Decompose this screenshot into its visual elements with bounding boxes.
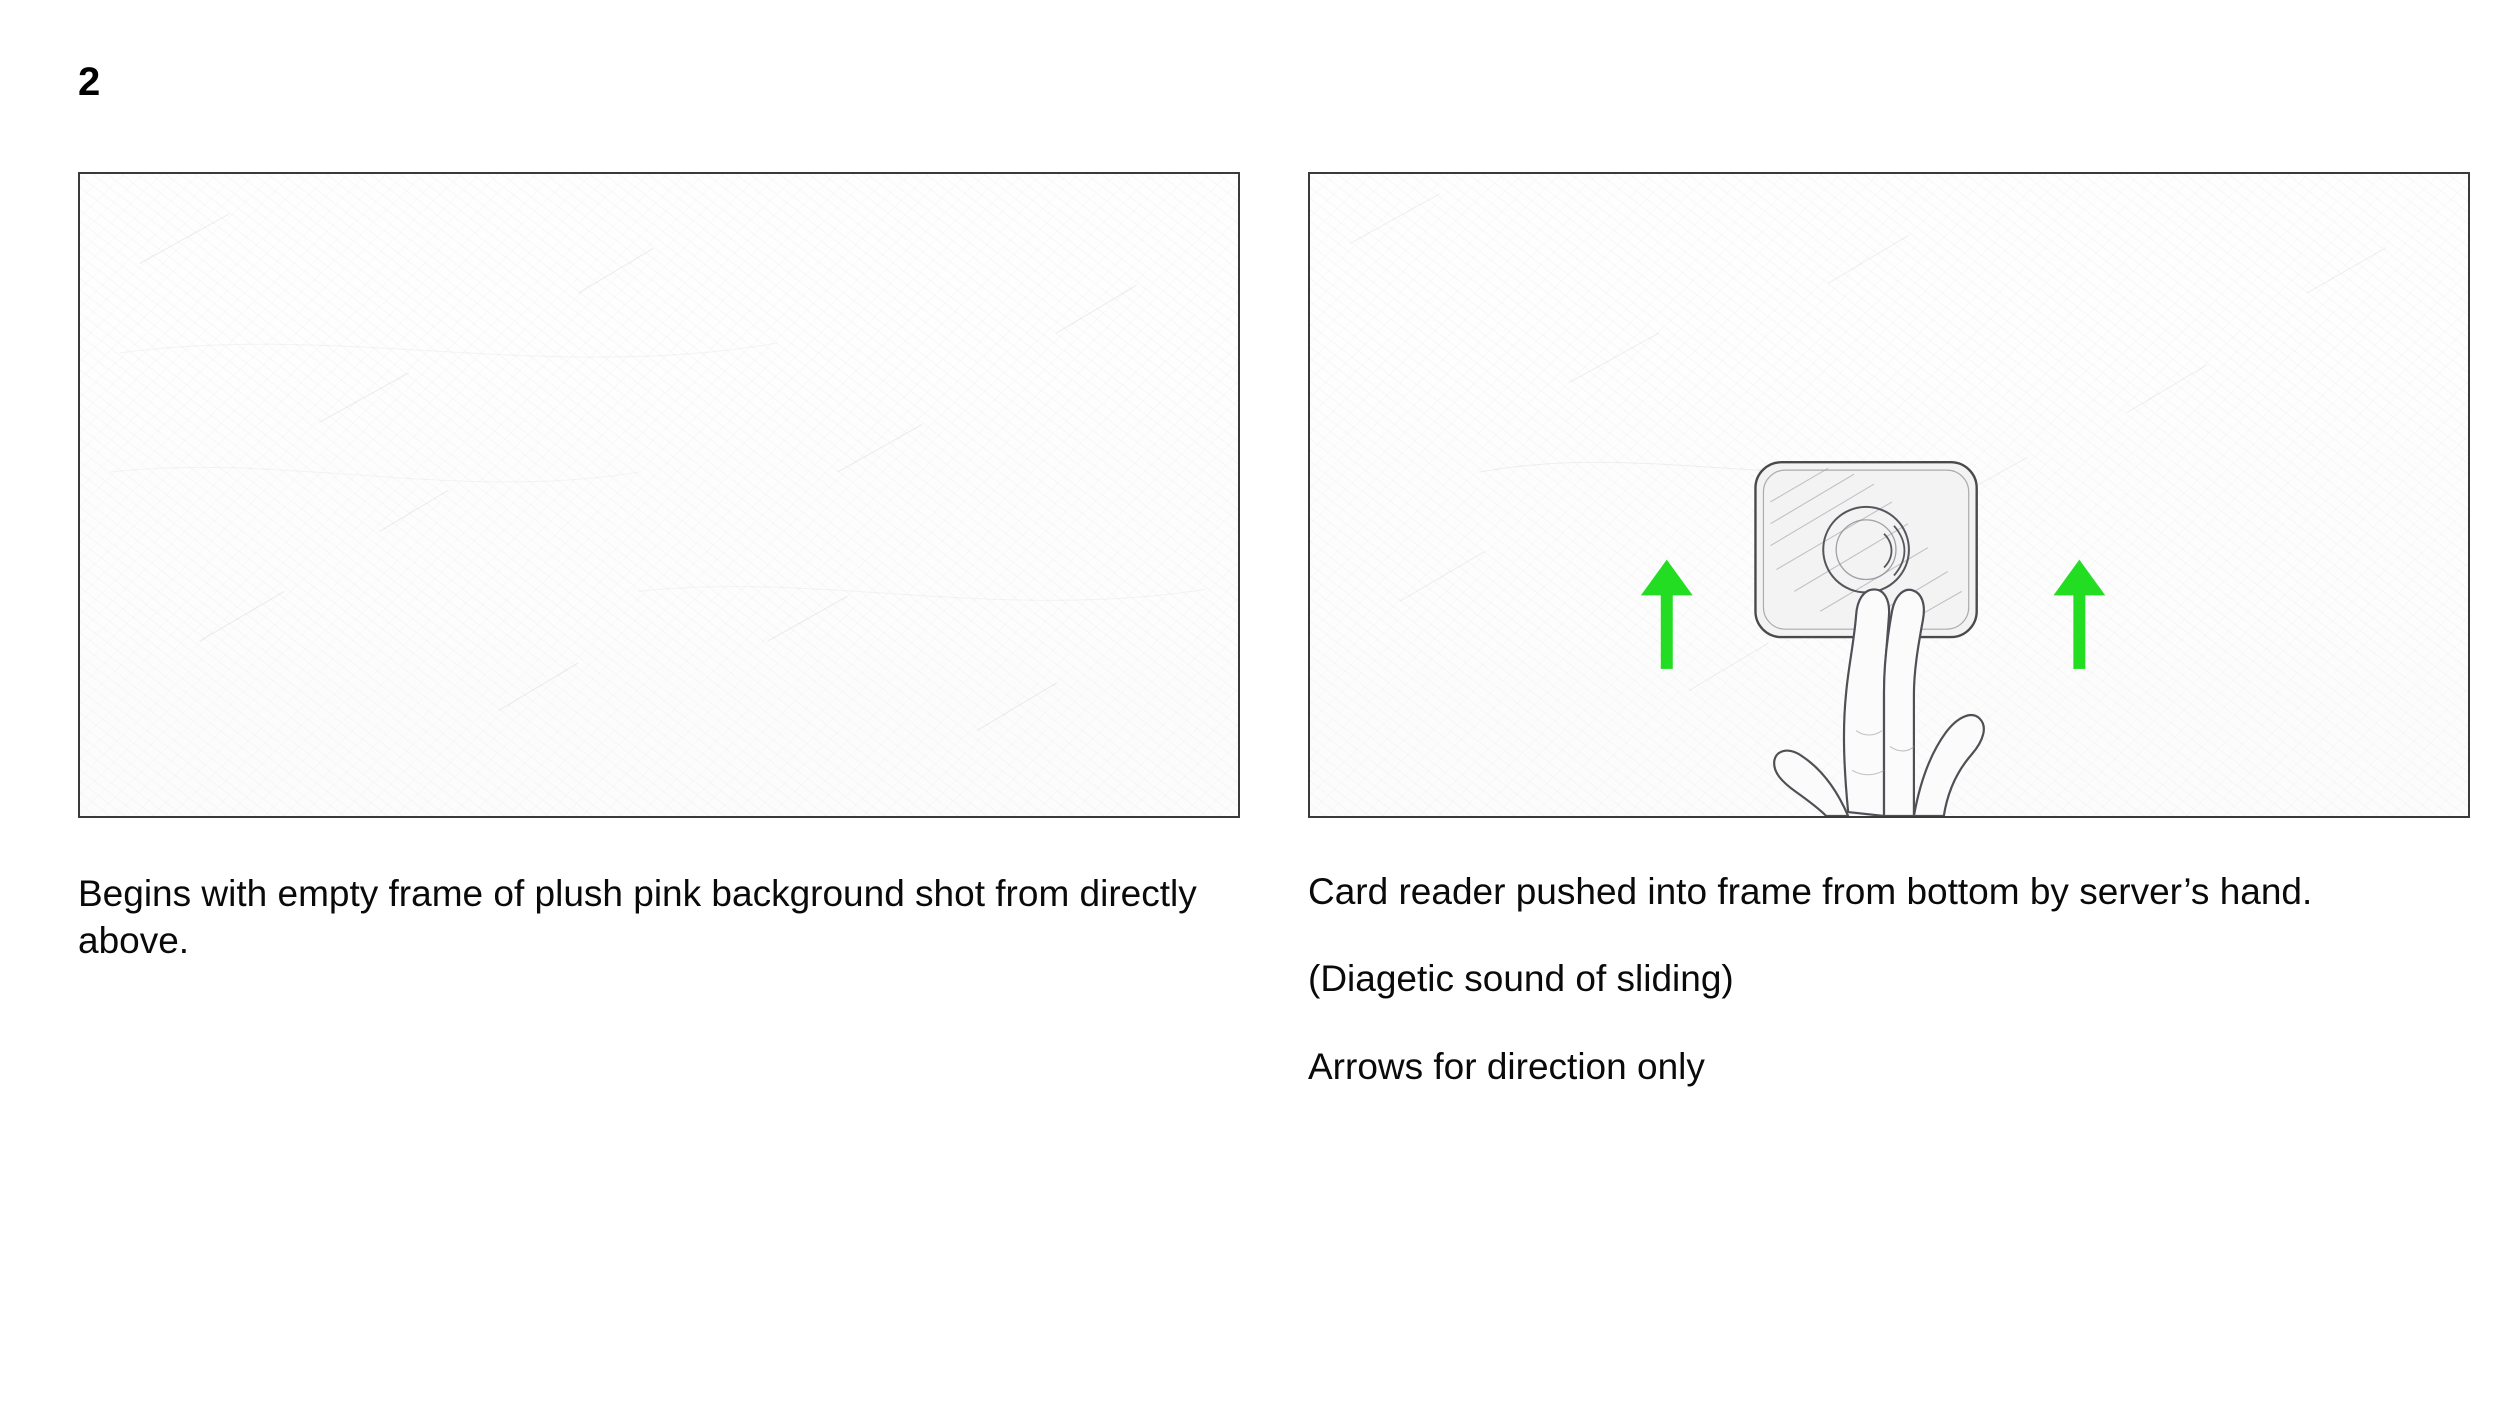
direction-arrow-left [1641,560,1693,669]
storyboard-panel-1 [78,172,1240,818]
panel-1-caption-line-1: Begins with empty frame of plush pink background shot from directly above. [78,873,1197,962]
panel-2-caption-line-1: Card reader pushed into frame from bottom by server’s hand. [1308,871,2313,912]
panel-2-caption-line-3: Arrows for direction only [1308,1045,1705,1087]
page-number: 2 [78,60,101,104]
panel-1-caption [78,870,1248,965]
panel-1-artwork-empty-background [80,174,1238,816]
panel-2-caption-line-2: (Diagetic sound of sliding) [1308,958,1734,1000]
panel-2-artwork-card-reader [1310,174,2468,816]
panel-2-caption [1308,868,2478,1090]
direction-arrow-right [2053,560,2105,669]
storyboard-panel-2 [1308,172,2470,818]
